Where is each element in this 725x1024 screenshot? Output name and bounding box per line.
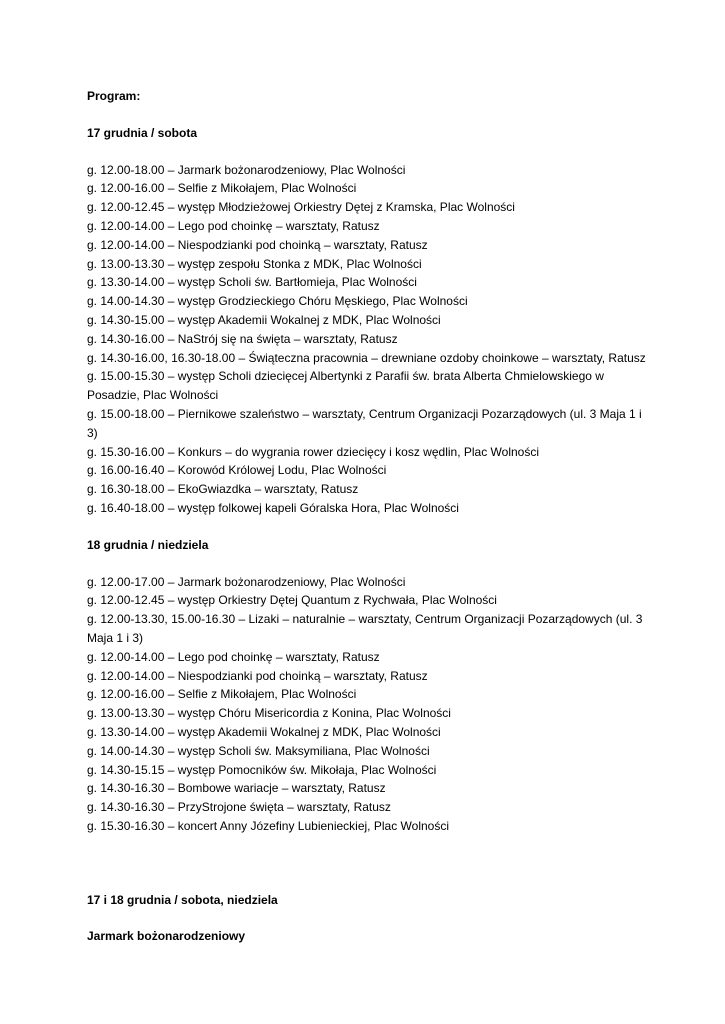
schedule-item: g. 12.00-14.00 – Lego pod choinkę – warsztaty, Ratusz — [87, 649, 380, 664]
schedule-item: g. 14.30-15.00 – występ Akademii Wokalnej z MDK, Plac Wolności — [87, 312, 441, 327]
schedule-item: g. 12.00-18.00 – Jarmark bożonarodzeniowy, Plac Wolności — [87, 162, 406, 177]
schedule-item: g. 13.30-14.00 – występ Scholi św. Bartłomieja, Plac Wolności — [87, 275, 417, 290]
schedule-item: g. 14.00-14.30 – występ Grodzieckiego Chóru Męskiego, Plac Wolności — [87, 294, 468, 309]
schedule-item: g. 15.00-18.00 – Piernikowe szaleństwo – warsztaty, Centrum Organizacji Pozarządowych (ul. 3 Maja 1 i 3) — [87, 406, 642, 440]
schedule-item: g. 12.00-12.45 – występ Orkiestry Dętej Quantum z Rychwała, Plac Wolności — [87, 593, 497, 608]
schedule-item: g. 14.30-16.30 – PrzyStrojone święta – warsztaty, Ratusz — [87, 800, 391, 815]
schedule-item: g. 13.00-13.30 – występ Chóru Misericordia z Konina, Plac Wolności — [87, 706, 451, 721]
schedule-item: g. 15.30-16.30 – koncert Anny Józefiny Lubienieckiej, Plac Wolności — [87, 818, 449, 833]
schedule-item: g. 16.40-18.00 – występ folkowej kapeli Góralska Hora, Plac Wolności — [87, 500, 459, 515]
schedule-item: g. 12.00-17.00 – Jarmark bożonarodzeniowy, Plac Wolności — [87, 574, 406, 589]
schedule-item: g. 15.30-16.00 – Konkurs – do wygrania rower dziecięcy i kosz wędlin, Plac Wolności — [87, 444, 540, 459]
both-days-heading: 17 i 18 grudnia / sobota, niedziela — [87, 892, 278, 907]
day-section-saturday — [87, 124, 647, 518]
schedule-list — [87, 573, 647, 836]
fair-heading: Jarmark bożonarodzeniowy — [87, 929, 246, 944]
schedule-item: g. 15.00-15.30 – występ Scholi dziecięcej Albertynki z Parafii św. brata Alberta Chmielowskiego w Posadzie, Plac Wolności — [87, 369, 604, 403]
program-heading: Program: — [87, 89, 141, 103]
schedule-item: g. 12.00-14.00 – Niespodzianki pod choinką – warsztaty, Ratusz — [87, 668, 428, 683]
schedule-list — [87, 161, 647, 518]
schedule-item: g. 13.00-13.30 – występ zespołu Stonka z MDK, Plac Wolności — [87, 256, 422, 271]
schedule-item: g. 14.30-16.00 – NaStrój się na święta – warsztaty, Ratusz — [87, 331, 398, 346]
schedule-item: g. 14.30-16.00, 16.30-18.00 – Świąteczna pracownia – drewniane ozdoby choinkowe – warsztaty, Ratusz — [87, 350, 646, 365]
schedule-item: g. 12.00-14.00 – Lego pod choinkę – warsztaty, Ratusz — [87, 218, 380, 233]
schedule-item: g. 13.30-14.00 – występ Akademii Wokalnej z MDK, Plac Wolności — [87, 724, 441, 739]
schedule-item: g. 12.00-16.00 – Selfie z Mikołajem, Plac Wolności — [87, 181, 357, 196]
schedule-item: g. 16.00-16.40 – Korowód Królowej Lodu, Plac Wolności — [87, 463, 387, 478]
spacer — [87, 854, 647, 891]
day-heading: 18 grudnia / niedziela — [87, 537, 209, 552]
schedule-item: g. 12.00-16.00 – Selfie z Mikołajem, Plac Wolności — [87, 687, 357, 702]
schedule-item: g. 12.00-13.30, 15.00-16.30 – Lizaki – naturalnie – warsztaty, Centrum Organizacji Pozarządowych (ul. 3 Maja 1 i 3) — [87, 612, 643, 645]
day-heading: 17 grudnia / sobota — [87, 125, 198, 140]
schedule-item: g. 16.30-18.00 – EkoGwiazdka – warsztaty, Ratusz — [87, 482, 359, 497]
schedule-item: g. 14.00-14.30 – występ Scholi św. Maksymiliana, Plac Wolności — [87, 743, 430, 758]
day-section-sunday — [87, 536, 647, 836]
schedule-item: g. 12.00-14.00 – Niespodzianki pod choinką – warsztaty, Ratusz — [87, 237, 428, 252]
schedule-item: g. 14.30-15.15 – występ Pomocników św. Mikołaja, Plac Wolności — [87, 762, 437, 777]
schedule-item: g. 12.00-12.45 – występ Młodzieżowej Orkiestry Dętej z Kramska, Plac Wolności — [87, 200, 515, 215]
document-page — [87, 87, 647, 946]
schedule-item: g. 14.30-16.30 – Bombowe wariacje – warsztaty, Ratusz — [87, 781, 386, 796]
